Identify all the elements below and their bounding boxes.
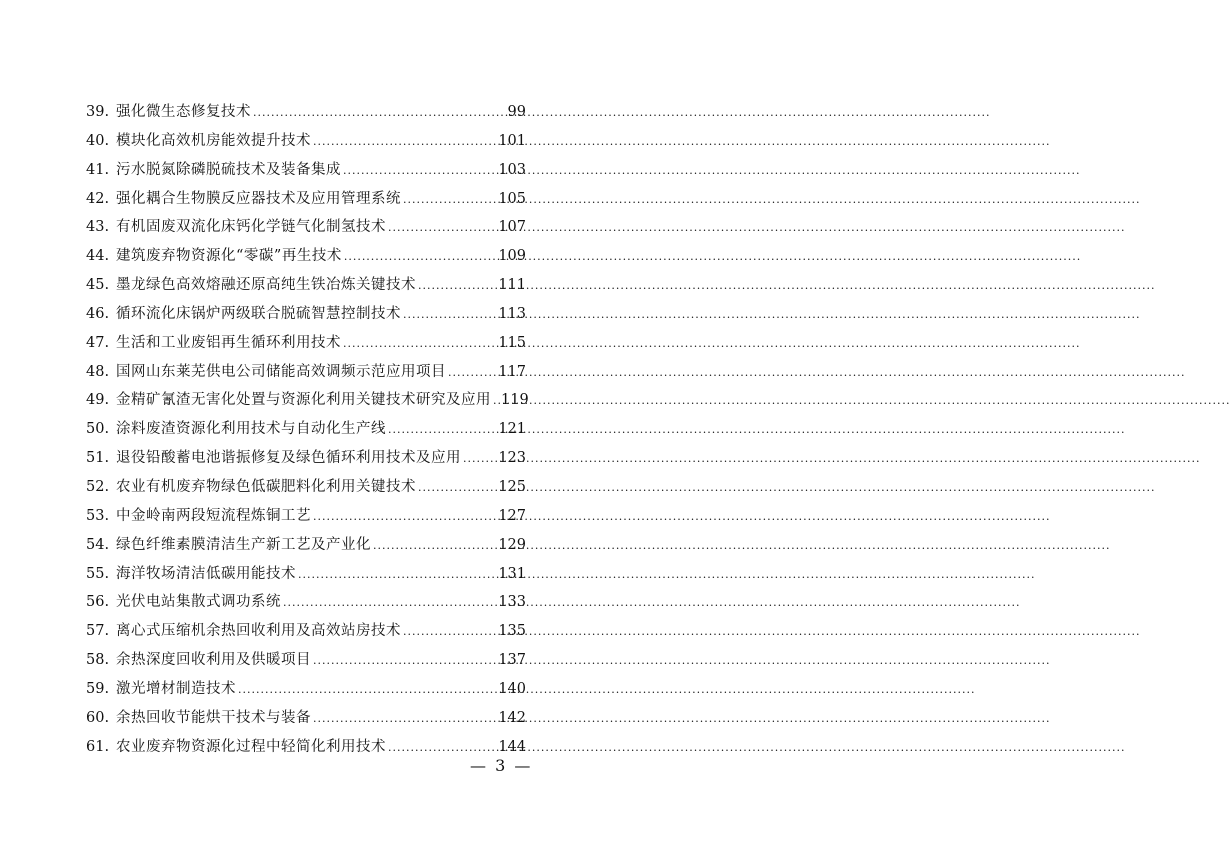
toc-dot-leader <box>298 561 496 590</box>
toc-row[interactable] <box>86 444 526 473</box>
toc-dot-leader <box>313 128 496 157</box>
toc-row[interactable] <box>86 271 526 300</box>
toc-entry-page: 133 <box>498 594 526 611</box>
toc-dot-leader <box>388 416 496 445</box>
toc-row[interactable] <box>86 98 526 127</box>
toc-row[interactable] <box>86 242 526 271</box>
toc-entry-title: 建筑废弃物资源化“零碳”再生技术 <box>116 248 342 265</box>
toc-entry-title: 墨龙绿色高效熔融还原高纯生铁冶炼关键技术 <box>116 277 416 294</box>
toc-row[interactable] <box>86 185 526 214</box>
toc-entry-number: 51. <box>86 450 110 467</box>
toc-entry-number: 55. <box>86 565 110 582</box>
toc-entry-number: 39. <box>86 104 110 120</box>
toc-entry-number: 48. <box>86 363 110 380</box>
toc-entry-page: 140 <box>498 680 526 697</box>
toc-dot-leader <box>343 330 496 359</box>
toc-row[interactable] <box>86 213 526 242</box>
toc-entry-page: 121 <box>498 421 526 438</box>
toc-entry-title: 农业废弃物资源化过程中轻简化利用技术 <box>116 738 386 755</box>
toc-dot-leader <box>343 157 496 186</box>
toc-entry-page: 117 <box>498 363 526 380</box>
toc-entry-title: 海洋牧场清洁低碳用能技术 <box>116 565 296 582</box>
toc-entry-page: 101 <box>498 132 526 149</box>
toc-entry-number: 43. <box>86 219 110 236</box>
toc-entry-number: 45. <box>86 277 110 294</box>
toc-entry-page: 137 <box>498 652 526 669</box>
toc-row[interactable] <box>86 386 529 415</box>
toc-dot-leader <box>283 589 496 618</box>
toc-row[interactable] <box>86 358 526 387</box>
toc-dot-leader <box>253 99 506 128</box>
toc-row[interactable] <box>86 473 526 502</box>
toc-dot-leader <box>448 359 496 388</box>
toc-entry-title: 强化耦合生物膜反应器技术及应用管理系统 <box>116 190 401 207</box>
toc-row[interactable] <box>86 415 526 444</box>
toc-row[interactable] <box>86 704 526 733</box>
toc-entry-number: 40. <box>86 132 110 149</box>
toc-entry-title: 污水脱氮除磷脱硫技术及装备集成 <box>116 161 341 178</box>
toc-entry-title: 离心式压缩机余热回收利用及高效站房技术 <box>116 623 401 640</box>
toc-entry-title: 金精矿氰渣无害化处置与资源化利用关键技术研究及应用 <box>116 392 491 409</box>
toc-entry-number: 42. <box>86 190 110 207</box>
toc-entry-title: 中金岭南两段短流程炼铜工艺 <box>116 507 311 524</box>
toc-entry-title: 退役铅酸蓄电池谐振修复及绿色循环利用技术及应用 <box>116 450 461 467</box>
toc-dot-leader <box>313 503 496 532</box>
toc-entry-page: 119 <box>501 392 529 409</box>
toc-entry-number: 60. <box>86 709 110 726</box>
toc-entry-number: 58. <box>86 652 110 669</box>
toc-entry-page: 111 <box>498 277 526 294</box>
toc-entry-page: 135 <box>498 623 526 640</box>
toc-entry-title: 强化微生态修复技术 <box>116 104 251 120</box>
toc-entry-page: 131 <box>498 565 526 582</box>
toc-row[interactable] <box>86 127 526 156</box>
toc-dot-leader <box>388 214 496 243</box>
toc-dot-leader <box>418 474 496 503</box>
toc-entry-number: 52. <box>86 478 110 495</box>
toc-row[interactable] <box>86 531 526 560</box>
toc-dot-leader <box>403 186 496 215</box>
toc-entry-number: 47. <box>86 334 110 351</box>
toc-entry-number: 54. <box>86 536 110 553</box>
toc-row[interactable] <box>86 675 526 704</box>
toc-entry-title: 光伏电站集散式调功系统 <box>116 594 281 611</box>
toc-entry-title: 农业有机废弃物绿色低碳肥料化利用关键技术 <box>116 478 416 495</box>
page-number: — 3 — <box>470 756 533 775</box>
toc-row[interactable] <box>86 646 526 675</box>
toc-entry-title: 模块化高效机房能效提升技术 <box>116 132 311 149</box>
toc-row[interactable] <box>86 329 526 358</box>
toc-dot-leader <box>493 387 499 416</box>
toc-dot-leader <box>313 647 496 676</box>
toc-entry-page: 107 <box>498 219 526 236</box>
toc-entry-title: 循环流化床锅炉两级联合脱硫智慧控制技术 <box>116 305 401 322</box>
toc-entry-number: 61. <box>86 738 110 755</box>
toc-entry-title: 国网山东莱芜供电公司储能高效调频示范应用项目 <box>116 363 446 380</box>
toc-dot-leader <box>238 676 496 705</box>
toc-entry-title: 余热回收节能烘干技术与装备 <box>116 709 311 726</box>
toc-row[interactable] <box>86 560 526 589</box>
toc-entry-page: 129 <box>498 536 526 553</box>
toc-entry-page: 125 <box>498 478 526 495</box>
toc-entry-title: 余热深度回收利用及供暖项目 <box>116 652 311 669</box>
toc-entry-number: 59. <box>86 680 110 697</box>
toc-entry-page: 113 <box>498 305 526 322</box>
toc-entry-number: 46. <box>86 305 110 322</box>
toc-entry-number: 57. <box>86 623 110 640</box>
toc-dot-leader <box>344 243 496 272</box>
toc-row[interactable] <box>86 300 526 329</box>
toc-entry-number: 49. <box>86 392 110 409</box>
toc-entry-title: 激光增材制造技术 <box>116 680 236 697</box>
toc-entry-number: 50. <box>86 421 110 438</box>
toc-row[interactable] <box>86 617 526 646</box>
toc-entry-page: 99 <box>507 104 526 120</box>
toc-entry-title: 绿色纤维素膜清洁生产新工艺及产业化 <box>116 536 371 553</box>
toc-entry-page: 144 <box>498 738 526 755</box>
toc-entry-number: 41. <box>86 161 110 178</box>
toc-dot-leader <box>403 301 496 330</box>
toc-entry-page: 142 <box>498 709 526 726</box>
toc-entry-page: 123 <box>498 450 526 467</box>
toc-entry-title: 有机固废双流化床钙化学链气化制氢技术 <box>116 219 386 236</box>
toc-dot-leader <box>418 272 496 301</box>
toc-entry-page: 127 <box>498 507 526 524</box>
toc-entry-page: 103 <box>498 161 526 178</box>
toc-row[interactable] <box>86 588 526 617</box>
toc-entry-number: 56. <box>86 594 110 611</box>
toc-row[interactable] <box>86 156 526 185</box>
toc-entry-page: 109 <box>498 248 526 265</box>
toc-dot-leader <box>403 618 496 647</box>
toc-dot-leader <box>373 532 496 561</box>
toc-dot-leader <box>313 705 496 734</box>
toc-entry-number: 44. <box>86 248 110 265</box>
toc-dot-leader <box>463 445 496 474</box>
toc-entry-title: 涂料废渣资源化利用技术与自动化生产线 <box>116 421 386 438</box>
toc-entry-page: 115 <box>498 334 526 351</box>
toc-row[interactable] <box>86 502 526 531</box>
toc-entry-number: 53. <box>86 507 110 524</box>
toc-entry-page: 105 <box>498 190 526 207</box>
toc-row[interactable] <box>86 733 526 762</box>
toc-entry-title: 生活和工业废铝再生循环利用技术 <box>116 334 341 351</box>
table-of-contents <box>86 98 529 761</box>
